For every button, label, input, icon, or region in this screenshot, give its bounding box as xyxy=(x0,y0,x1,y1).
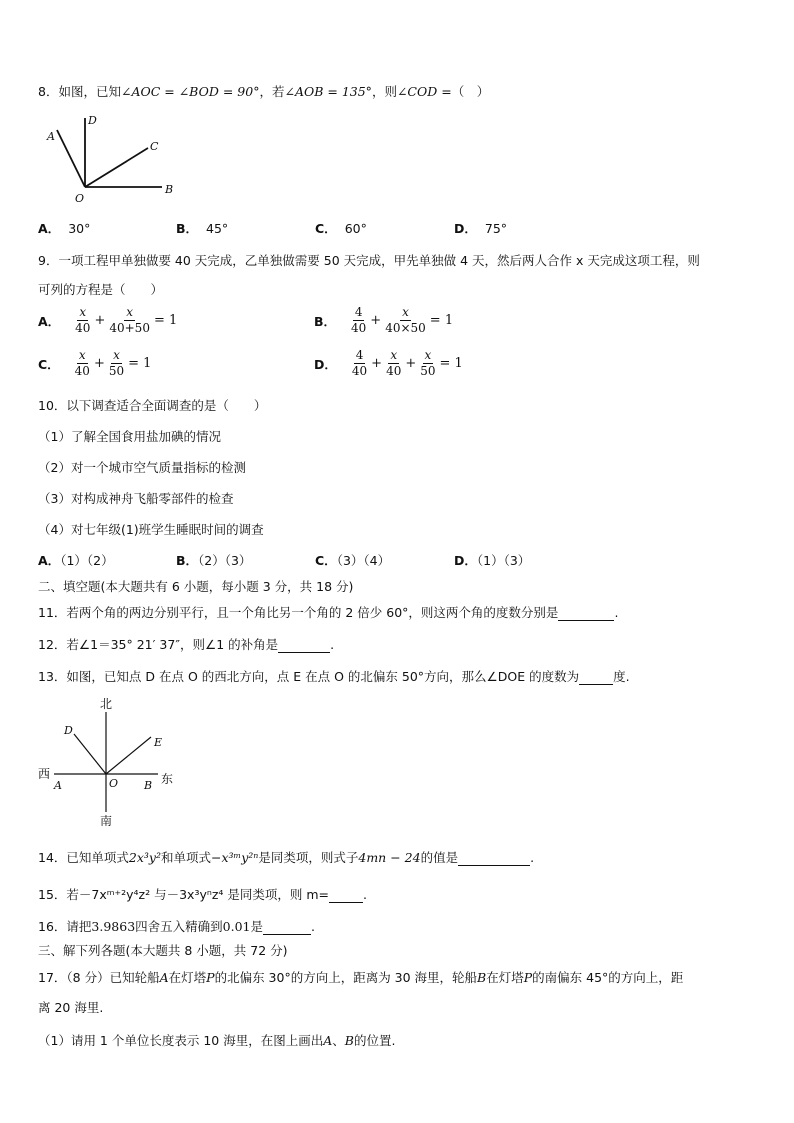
q8-math-a: ∠AOC = ∠BOD = 90° xyxy=(120,84,260,99)
q12: 12．若∠1＝35° 21′ 37″，则∠1 的补角是 . xyxy=(38,637,335,652)
ray-od xyxy=(74,734,106,774)
q9-option-b[interactable]: B． $\frac{4}{40}$ + $\frac{x}{40\times 50}$ = 1 xyxy=(314,305,454,335)
label-o: O xyxy=(75,192,85,205)
q9-stem-line2: 可列的方程是（ ） xyxy=(38,282,164,297)
q17-line1: 17．（8 分）已知轮船A在灯塔P的北偏东 30°的方向上，距离为 30 海里，轮船B在灯塔P的南偏东 45°的方向上，距 xyxy=(38,970,684,985)
ray-oa xyxy=(57,130,85,187)
label-o: O xyxy=(109,777,119,790)
q9-option-c[interactable]: C． $\frac{x}{40}$ + $\frac{x}{50}$ = 1 xyxy=(38,348,152,378)
fraction: $\frac{x}{40\times 50}$ xyxy=(385,305,426,335)
q10-item-3: （3）对构成神舟飞船零部件的检查 xyxy=(38,491,234,506)
q16: 16．请把3.9863四舍五入精确到0.01是 . xyxy=(38,919,316,934)
label-north: 北 xyxy=(100,697,113,711)
answer-blank[interactable] xyxy=(278,637,330,653)
monomial-2: −x³ᵐy²ⁿ xyxy=(211,850,259,865)
q13: 13．如图，已知点 D 在点 O 的西北方向，点 E 在点 O 的北偏东 50°方向，那么∠DOE 的度数为 度. xyxy=(38,669,630,684)
q9-stem-line1: 9．一项工程甲单独做要 40 天完成，乙单独做需要 50 天完成，甲先单独做 4 天，然后两人合作 x 天完成这项工程，则 xyxy=(38,253,700,268)
label-d: D xyxy=(64,724,73,737)
label-west: 西 xyxy=(38,767,51,781)
q10-option-c[interactable]: C．（3）（4） xyxy=(315,553,391,568)
label-b: B xyxy=(165,183,174,196)
q10-item-2: （2）对一个城市空气质量指标的检测 xyxy=(38,460,246,475)
answer-blank[interactable] xyxy=(329,887,363,903)
answer-blank[interactable] xyxy=(263,919,311,935)
q10-stem: 10．以下调查适合全面调查的是（ ） xyxy=(38,398,267,413)
label-east: 东 xyxy=(161,772,174,786)
answer-blank[interactable] xyxy=(458,850,530,866)
q10-option-d[interactable]: D．（1）（3） xyxy=(454,553,531,568)
label-d: D xyxy=(88,114,97,127)
fraction: $\frac{x}{40+50}$ xyxy=(109,305,150,335)
q10-item-1: （1）了解全国食用盐加碘的情况 xyxy=(38,429,221,444)
q8-text-a: 如图，已知 xyxy=(58,84,121,99)
q10-option-b[interactable]: B．（2）（3） xyxy=(176,553,252,568)
fraction: $\frac{x}{50}$ xyxy=(108,348,125,378)
expression: 4mn − 24 xyxy=(358,850,421,865)
q8-option-a[interactable]: A． 30° xyxy=(38,221,91,236)
q17-sub1: （1）请用 1 个单位长度表示 10 海里，在图上画出A、B的位置. xyxy=(38,1033,396,1048)
q11: 11．若两个角的两边分别平行，且一个角比另一个角的 2 倍少 60°，则这两个角的度数分别是 . xyxy=(38,605,619,620)
answer-blank[interactable] xyxy=(558,605,614,621)
q15: 15．若－7xᵐ⁺²y⁴z² 与－3x³yⁿz⁴ 是同类项，则 m= . xyxy=(38,887,368,902)
fraction: $\frac{x}{40}$ xyxy=(74,348,90,378)
q9-option-a[interactable]: A． $\frac{x}{40}$ + $\frac{x}{40+50}$ = 1 xyxy=(38,305,178,335)
fraction: $\frac{x}{40}$ xyxy=(386,348,402,378)
label-b: B xyxy=(144,779,153,792)
q8-text-c: ，则 xyxy=(371,84,397,99)
fraction: $\frac{4}{40}$ xyxy=(351,348,368,378)
fraction: $\frac{x}{50}$ xyxy=(420,348,436,378)
section-heading-fill-in: 二、填空题(本大题共有 6 小题，每小题 3 分，共 18 分) xyxy=(38,579,354,594)
q10-item-4: （4）对七年级(1)班学生睡眠时间的调查 xyxy=(38,522,264,537)
label-c: C xyxy=(150,140,159,153)
q17-line2: 离 20 海里. xyxy=(38,1000,104,1015)
label-a: A xyxy=(54,779,62,792)
q8-option-c[interactable]: C． 60° xyxy=(315,221,367,236)
q8-angle-figure xyxy=(40,110,190,205)
q9-option-d[interactable]: D． $\frac{4}{40}$ + $\frac{x}{40}$ + $\frac{x}{50}$ = 1 xyxy=(314,348,463,378)
q8-math-c: ∠COD = xyxy=(396,84,452,99)
q8-text-b: ，若 xyxy=(259,84,285,99)
fraction: $\frac{4}{40}$ xyxy=(351,305,367,335)
label-south: 南 xyxy=(100,814,113,828)
fraction: $\frac{x}{40}$ xyxy=(75,305,91,335)
ray-oe xyxy=(106,737,151,774)
q8-option-b[interactable]: B． 45° xyxy=(176,221,229,236)
monomial-1: 2x³y² xyxy=(128,850,161,865)
q8-math-b: ∠AOB = 135° xyxy=(284,84,372,99)
q14: 14．已知单项式2x³y²和单项式−x³ᵐy²ⁿ是同类项，则式子4mn − 24的值是 . xyxy=(38,850,535,865)
answer-blank[interactable] xyxy=(579,669,613,685)
q10-option-a[interactable]: A．（1）（2） xyxy=(38,553,114,568)
q8-answer-paren: （ ） xyxy=(451,84,490,99)
section-heading-solve: 三、解下列各题(本大题共 8 小题，共 72 分) xyxy=(38,943,288,958)
q8-option-d[interactable]: D． 75° xyxy=(454,221,508,236)
q8-number: 8． xyxy=(38,84,59,99)
q8-stem xyxy=(38,82,489,100)
q13-compass-figure xyxy=(34,694,184,830)
label-a: A xyxy=(47,130,55,143)
ray-oc xyxy=(85,148,148,187)
label-e: E xyxy=(154,736,163,749)
